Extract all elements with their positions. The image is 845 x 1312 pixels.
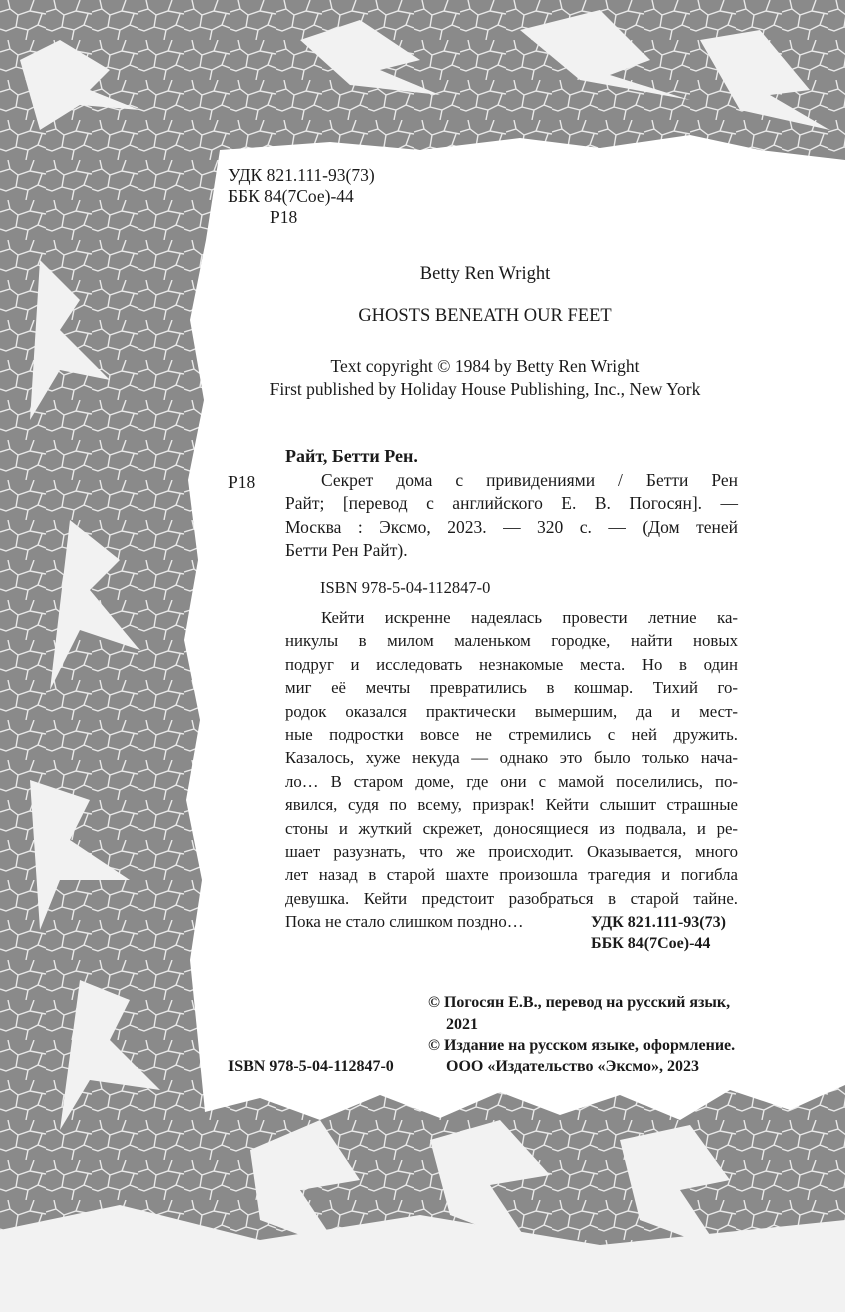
- record-udk: УДК 821.111-93(73): [591, 914, 726, 931]
- annotation-line: лет назад в старой шахте произошла трагедия и погибла: [285, 865, 738, 885]
- record-line: Москва : Эксмо, 2023. — 320 с. — (Дом теней: [285, 516, 738, 537]
- copyright-translation: © Погосян Е.В., перевод на русский язык,: [428, 994, 731, 1011]
- udk-code: УДК 821.111-93(73): [228, 165, 375, 185]
- bbk-code: ББК 84(7Сое)-44: [228, 186, 354, 206]
- record-bbk: ББК 84(7Сое)-44: [591, 935, 711, 952]
- record-heading: Райт, Бетти Рен.: [285, 446, 418, 466]
- record-line: Бетти Рен Райт).: [285, 540, 408, 561]
- original-title: GHOSTS BENEATH OUR FEET: [358, 306, 612, 326]
- bibliographic-record: [285, 469, 738, 563]
- annotation-line: девушка. Кейти предстоит разобраться в старой тайне.: [285, 888, 738, 908]
- author-sign: Р18: [270, 207, 298, 227]
- record-line: Райт; [перевод с английского Е. В. Погосян]. —: [285, 493, 738, 514]
- bottom-isbn: ISBN 978-5-04-112847-0: [228, 1058, 394, 1075]
- original-author: Betty Ren Wright: [419, 264, 551, 284]
- original-publisher: First published by Holiday House Publishing, Inc., New York: [269, 379, 701, 399]
- copyright-publisher: ООО «Издательство «Эксмо», 2023: [446, 1058, 699, 1075]
- annotation-line: родок оказался практически вымершим, да и мест-: [285, 701, 738, 721]
- annotation-line: Кейти искренне надеялась провести летние ка-: [321, 608, 738, 627]
- annotation-line: явился, судя по всему, призрак! Кейти слышит страшные: [285, 795, 738, 815]
- annotation-line: ло… В старом доме, где они с мамой поселились, по-: [285, 771, 738, 791]
- annotation-line: никулы в милом маленьком городке, найти новых: [285, 631, 738, 651]
- annotation-line: миг её мечты превратились в кошмар. Тихий го-: [285, 678, 738, 698]
- copyright-translation-year: 2021: [446, 1016, 478, 1033]
- annotation-line: подруг и исследовать незнакомые места. Но в один: [285, 654, 738, 674]
- annotation-line: Казалось, хуже некуда — однако это было только нача-: [285, 748, 738, 768]
- annotation-line: ные подростки вовсе не стремились с ней дружить.: [285, 724, 738, 744]
- record-isbn: ISBN 978-5-04-112847-0: [320, 578, 491, 597]
- annotation-line: шает разузнать, что же происходит. Оказывается, много: [285, 841, 738, 861]
- annotation-line: Пока не стало слишком поздно…: [285, 912, 524, 932]
- annotation-line: стоны и жуткий скрежет, доносящиеся из подвала, и ре-: [285, 818, 738, 838]
- copyright-edition: © Издание на русском языке, оформление.: [428, 1037, 736, 1054]
- annotation: [285, 606, 738, 933]
- record-sign: Р18: [228, 472, 256, 492]
- record-line: Секрет дома с привидениями / Бетти Рен: [321, 470, 738, 490]
- original-copyright: Text copyright © 1984 by Betty Ren Wright: [330, 356, 640, 376]
